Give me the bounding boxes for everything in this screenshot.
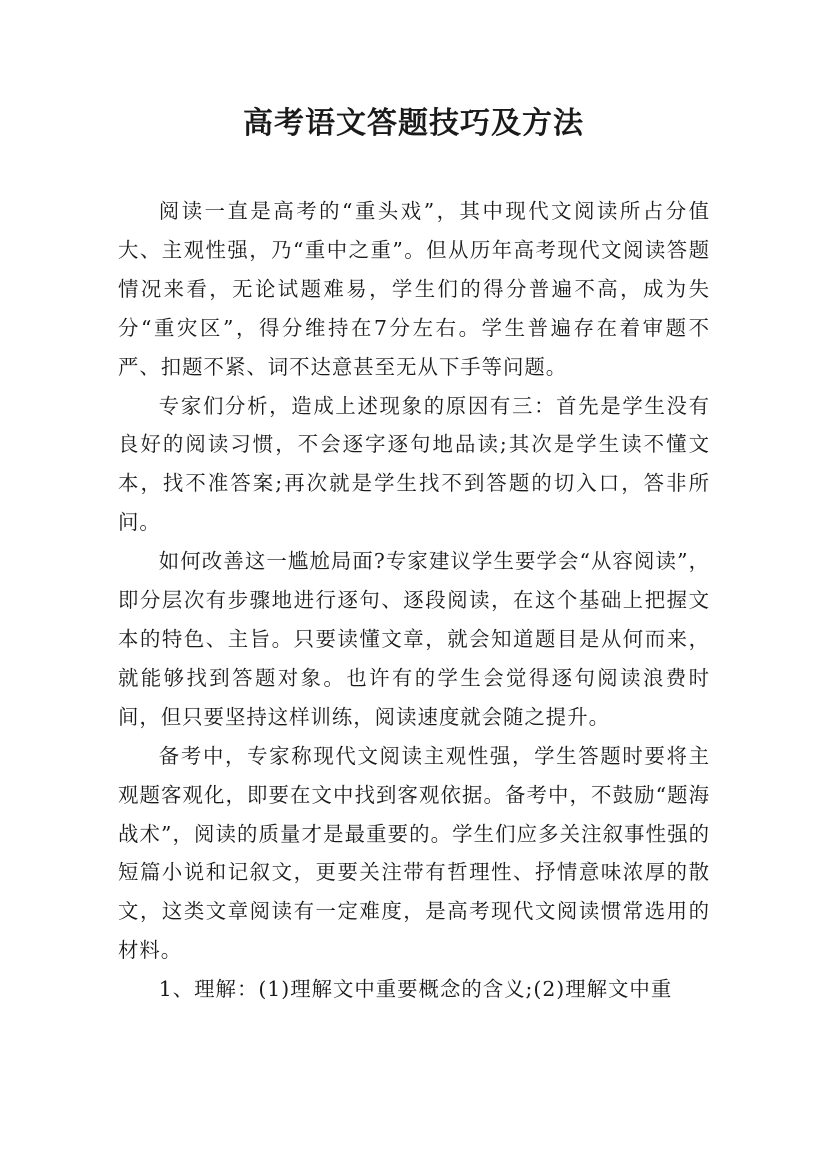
paragraph-1: 阅读一直是高考的“重头戏”，其中现代文阅读所占分值大、主观性强，乃“重中之重”。但从历年高考现代文阅读答题情况来看，无论试题难易，学生们的得分普遍不高，成为失分“重灾区”，得分维持在7分左右。学生普遍存在着审题不严、扣题不紧、词不达意甚至无从下手等问题。: [118, 199, 710, 379]
document-title: 高考语文答题技巧及方法: [243, 106, 584, 141]
paragraph-2: 专家们分析，造成上述现象的原因有三：首先是学生没有良好的阅读习惯，不会逐字逐句地品读;其次是学生读不懂文本，找不准答案;再次就是学生找不到答题的切入口，答非所问。: [118, 393, 710, 535]
paragraph-5: 1、理解：(1)理解文中重要概念的含义;(2)理解文中重: [158, 977, 673, 1002]
paragraph-3: 如何改善这一尴尬局面?专家建议学生要学会“从容阅读”，即分层次有步骤地进行逐句、逐段阅读，在这个基础上把握文本的特色、主旨。只要读懂文章，就会知道题目是从何而来，就能够找到答题对象。也许有的学生会觉得逐句阅读浪费时间，但只要坚持这样训练，阅读速度就会随之提升。: [118, 549, 710, 729]
document-body: [118, 192, 710, 1009]
paragraph-4: 备考中，专家称现代文阅读主观性强，学生答题时要将主观题客观化，即要在文中找到客观依据。备考中，不鼓励“题海战术”，阅读的质量才是最重要的。学生们应多关注叙事性强的短篇小说和记叙文，更要关注带有哲理性、抒情意味浓厚的散文，这类文章阅读有一定难度，是高考现代文阅读惯常选用的材料。: [118, 743, 710, 963]
